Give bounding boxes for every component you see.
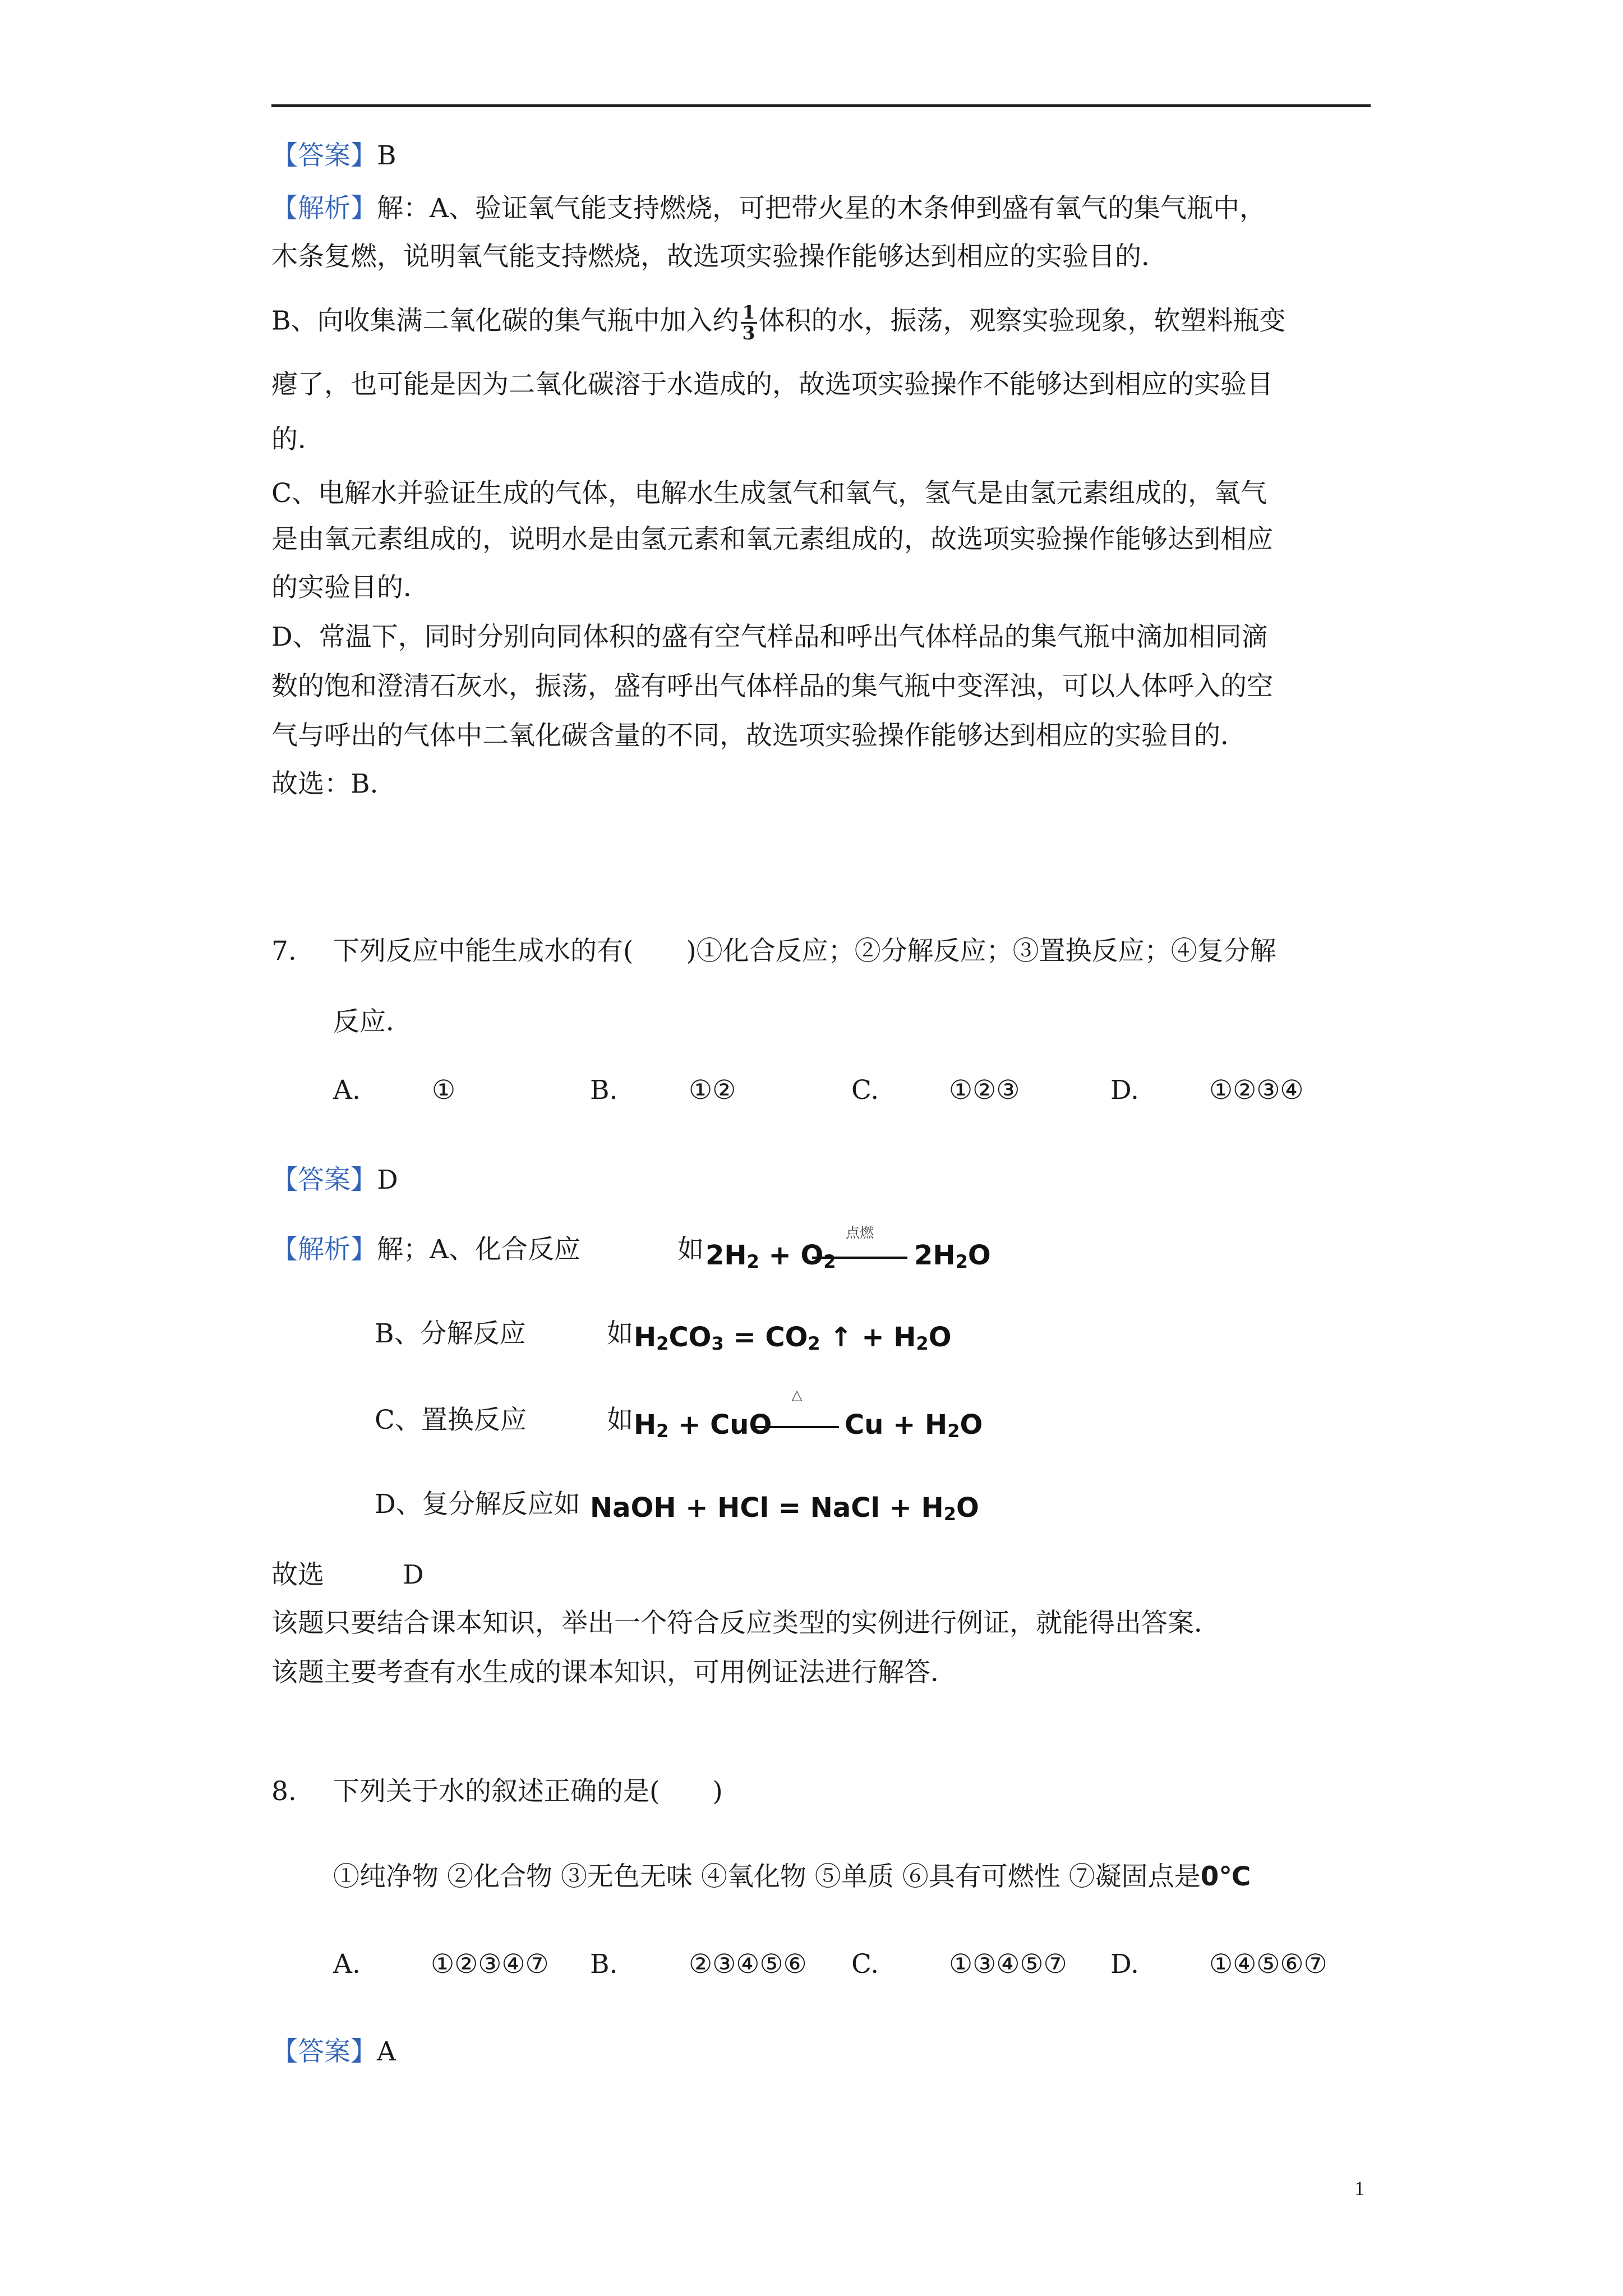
q7-note1: 该题只要结合课本知识，举出一个符合反应类型的实例进行例证，就能得出答案． — [271, 1608, 1220, 1639]
equation-combination-right: $2H_2O$ — [914, 1240, 991, 1272]
condition-ignite: 点燃 — [845, 1225, 874, 1241]
q7-eq-b-prefix: 如 — [607, 1318, 633, 1349]
answer-value: A — [377, 2036, 396, 2067]
answer-value: D — [377, 1165, 398, 1195]
condition-heat: △ — [791, 1387, 803, 1403]
q8-answer-line — [271, 2034, 396, 2070]
header-rule — [271, 104, 1371, 107]
q7-analysis-b: B、分解反应 — [375, 1318, 526, 1349]
q7-analysis-d: D、复分解反应如 — [375, 1489, 580, 1520]
q6-b-line2: 瘪了，也可能是因为二氧化碳溶于水造成的，故选项实验操作不能够达到相应的实验目 — [271, 369, 1273, 400]
q8-option-c-letter: C. — [851, 1949, 879, 1980]
q6-analysis-line1: 【解析】解：A、验证氧气能支持燃烧，可把带火星的木条伸到盛有氧气的集气瓶中， — [271, 193, 1266, 224]
q7-option-b-text: ①② — [689, 1075, 736, 1106]
equation-decomposition: $H_2CO_3 = CO_2$ ↑ + $H_2O$ — [634, 1322, 952, 1354]
q8-items: ①纯净物 ②化合物 ③无色无味 ④氧化物 ⑤单质 ⑥具有可燃性 ⑦凝固点是0℃ — [333, 1861, 1251, 1892]
q7-option-a-letter: A. — [333, 1075, 361, 1106]
q7-note2: 该题主要考查有水生成的课本知识，可用例证法进行解答． — [271, 1657, 957, 1688]
q7-analysis-c: C、置换反应 — [375, 1405, 527, 1435]
q7-conclusion-label: 故选 — [271, 1559, 324, 1590]
q6-c-line2: 是由氧元素组成的，说明水是由氢元素和氧元素组成的，故选项实验操作能够达到相应 — [271, 524, 1273, 555]
analysis-tag: 【解析】 — [271, 1234, 377, 1265]
q7-option-d-letter: D. — [1110, 1075, 1139, 1106]
q7-eq-c-prefix: 如 — [607, 1405, 633, 1435]
answer-value: B — [377, 140, 396, 171]
equation-double-displacement: NaOH + HCl = NaCl + $H_2O$ — [590, 1492, 979, 1525]
q7-stem-line2: 反应． — [333, 1006, 412, 1037]
q7-number: 7. — [271, 936, 297, 967]
q6-conclusion: 故选：B. — [271, 769, 379, 799]
q6-answer-line — [271, 138, 396, 174]
answer-tag: 【答案】 — [271, 140, 377, 171]
q7-eq-a-prefix: 如 — [677, 1234, 704, 1265]
q6-c-line3: 的实验目的． — [271, 572, 430, 603]
q8-option-a-text: ①②③④⑦ — [431, 1949, 549, 1980]
q7-stem-line1: 下列反应中能生成水的有( )①化合反应；②分解反应；③置换反应；④复分解 — [333, 936, 1276, 967]
q8-option-c-text: ①③④⑤⑦ — [949, 1949, 1067, 1980]
q7-analysis-a: 【解析】解；A、化合反应 — [271, 1234, 580, 1265]
q7-option-a-text: ① — [432, 1075, 456, 1106]
q6-b-line3: 的． — [271, 424, 324, 455]
q6-d-line3: 气与呼出的气体中二氧化碳含量的不同，故选项实验操作能够达到相应的实验目的． — [271, 720, 1247, 751]
page-number: 1 — [1354, 2177, 1364, 2200]
q8-option-d-text: ①④⑤⑥⑦ — [1209, 1949, 1327, 1980]
q8-option-b-letter: B. — [590, 1949, 618, 1980]
q8-number: 8. — [271, 1776, 297, 1807]
q7-answer-line — [271, 1162, 398, 1198]
q7-option-c-letter: C. — [851, 1075, 879, 1106]
equation-combination-left: $2H_2 + O_2$ — [706, 1240, 836, 1272]
q7-conclusion-answer: D — [403, 1559, 424, 1590]
q8-option-a-letter: A. — [333, 1949, 361, 1980]
analysis-tag: 【解析】 — [271, 193, 377, 224]
q6-b-line1: B、向收集满二氧化碳的集气瓶中加入约 $\frac{1}{3}$ 体积的水，振荡，观察实验现象，软塑料瓶变 — [271, 301, 1286, 344]
equation-displacement-right: $Cu + H_2O$ — [845, 1409, 983, 1442]
q6-d-line1: D、常温下，同时分别向同体积的盛有空气样品和呼出气体样品的集气瓶中滴加相同滴 — [271, 622, 1268, 652]
q8-stem: 下列关于水的叙述正确的是( ) — [333, 1776, 723, 1807]
q7-option-d-text: ①②③④ — [1209, 1075, 1304, 1106]
equation-displacement-left: $H_2$ + CuO — [634, 1409, 772, 1442]
reaction-arrow-line — [755, 1426, 839, 1428]
q6-d-line2: 数的饱和澄清石灰水，振荡，盛有呼出气体样品的集气瓶中变浑浊，可以人体呼入的空 — [271, 671, 1273, 702]
reaction-arrow-line — [812, 1257, 907, 1259]
q8-option-d-letter: D. — [1110, 1949, 1139, 1980]
q8-option-b-text: ②③④⑤⑥ — [689, 1949, 807, 1980]
answer-tag: 【答案】 — [271, 2036, 377, 2067]
fraction-one-third: $\frac{1}{3}$ — [741, 303, 757, 343]
q6-analysis-line2: 木条复燃，说明氧气能支持燃烧，故选项实验操作能够达到相应的实验目的． — [271, 241, 1168, 272]
q7-option-c-text: ①②③ — [949, 1075, 1020, 1106]
q7-option-b-letter: B. — [590, 1075, 618, 1106]
answer-tag: 【答案】 — [271, 1165, 377, 1195]
q6-c-line1: C、电解水并验证生成的气体，电解水生成氢气和氧气，氢气是由氢元素组成的，氧气 — [271, 478, 1267, 509]
